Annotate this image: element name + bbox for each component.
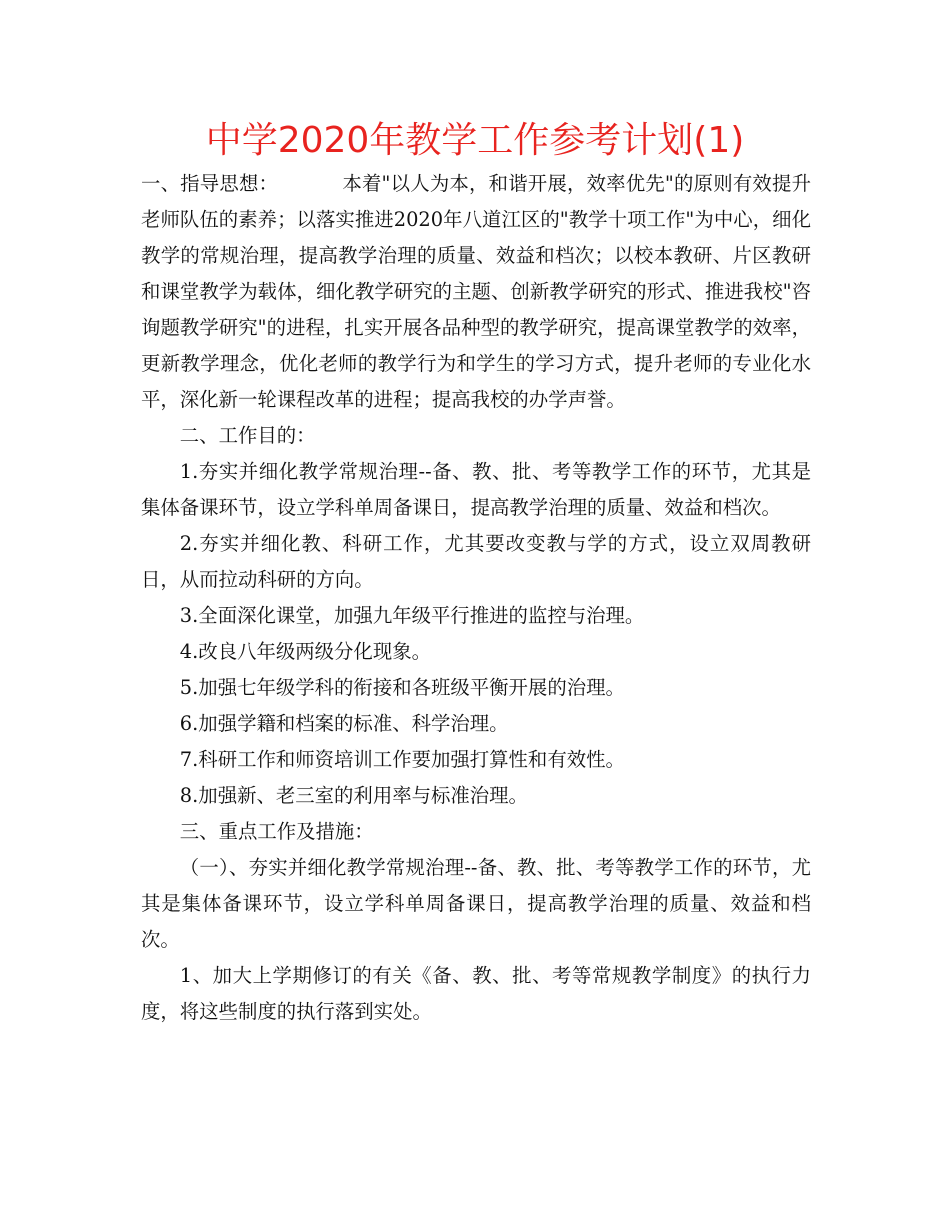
- document-title: 中学2020年教学工作参考计划(1): [205, 120, 745, 161]
- section-2-heading: 二、工作目的：: [179, 424, 316, 447]
- goal-item: 2.夯实并细化教、科研工作，尤其要改变教与学的方式，设立双周教研日，从而拉动科研的方向。: [141, 532, 811, 591]
- section-3-subheading: （一）、夯实并细化教学常规治理--备、教、批、考等教学工作的环节，尤其是集体备课环节，设立学科单周备课日，提高教学治理的质量、效益和档次。: [141, 856, 811, 951]
- goal-item: 5.加强七年级学科的衔接和各班级平衡开展的治理。: [179, 676, 625, 699]
- section-1-paragraph: [141, 166, 811, 418]
- section-1-text: 本着"以人为本，和谐开展，效率优先"的原则有效提升老师队伍的素养；以落实推进2020年八道江区的"教学十项工作"为中心，细化教学的常规治理，提高教学治理的质量、效益和档次；以校本教研、片区教研和课堂教学为载体，细化教学研究的主题、创新教学研究的形式、推进我校"咨询题教学研究"的进程，扎实开展各品种型的教学研究，提高课堂教学的效率，更新教学理念，优化老师的教学行为和学生的学习方式，提升老师的专业化水平，深化新一轮课程改革的进程；提高我校的办学声誉。: [141, 172, 811, 411]
- section-3-item: 1、加大上学期修订的有关《备、教、批、考等常规教学制度》的执行力度，将这些制度的执行落到实处。: [141, 964, 811, 1023]
- section-3-heading: 三、重点工作及措施：: [179, 820, 374, 843]
- goal-item: 7.科研工作和师资培训工作要加强打算性和有效性。: [179, 748, 625, 771]
- goal-item: 8.加强新、老三室的利用率与标准治理。: [179, 784, 528, 807]
- goal-item: 1.夯实并细化教学常规治理--备、教、批、考等教学工作的环节，尤其是集体备课环节，设立学科单周备课日，提高教学治理的质量、效益和档次。: [141, 460, 811, 519]
- goal-item: 3.全面深化课堂，加强九年级平行推进的监控与治理。: [179, 604, 645, 627]
- goal-item: 4.改良八年级两级分化现象。: [179, 640, 431, 663]
- goal-item: 6.加强学籍和档案的标准、科学治理。: [179, 712, 509, 735]
- document-body: [141, 166, 811, 1030]
- section-1-heading: 一、指导思想：: [141, 172, 279, 195]
